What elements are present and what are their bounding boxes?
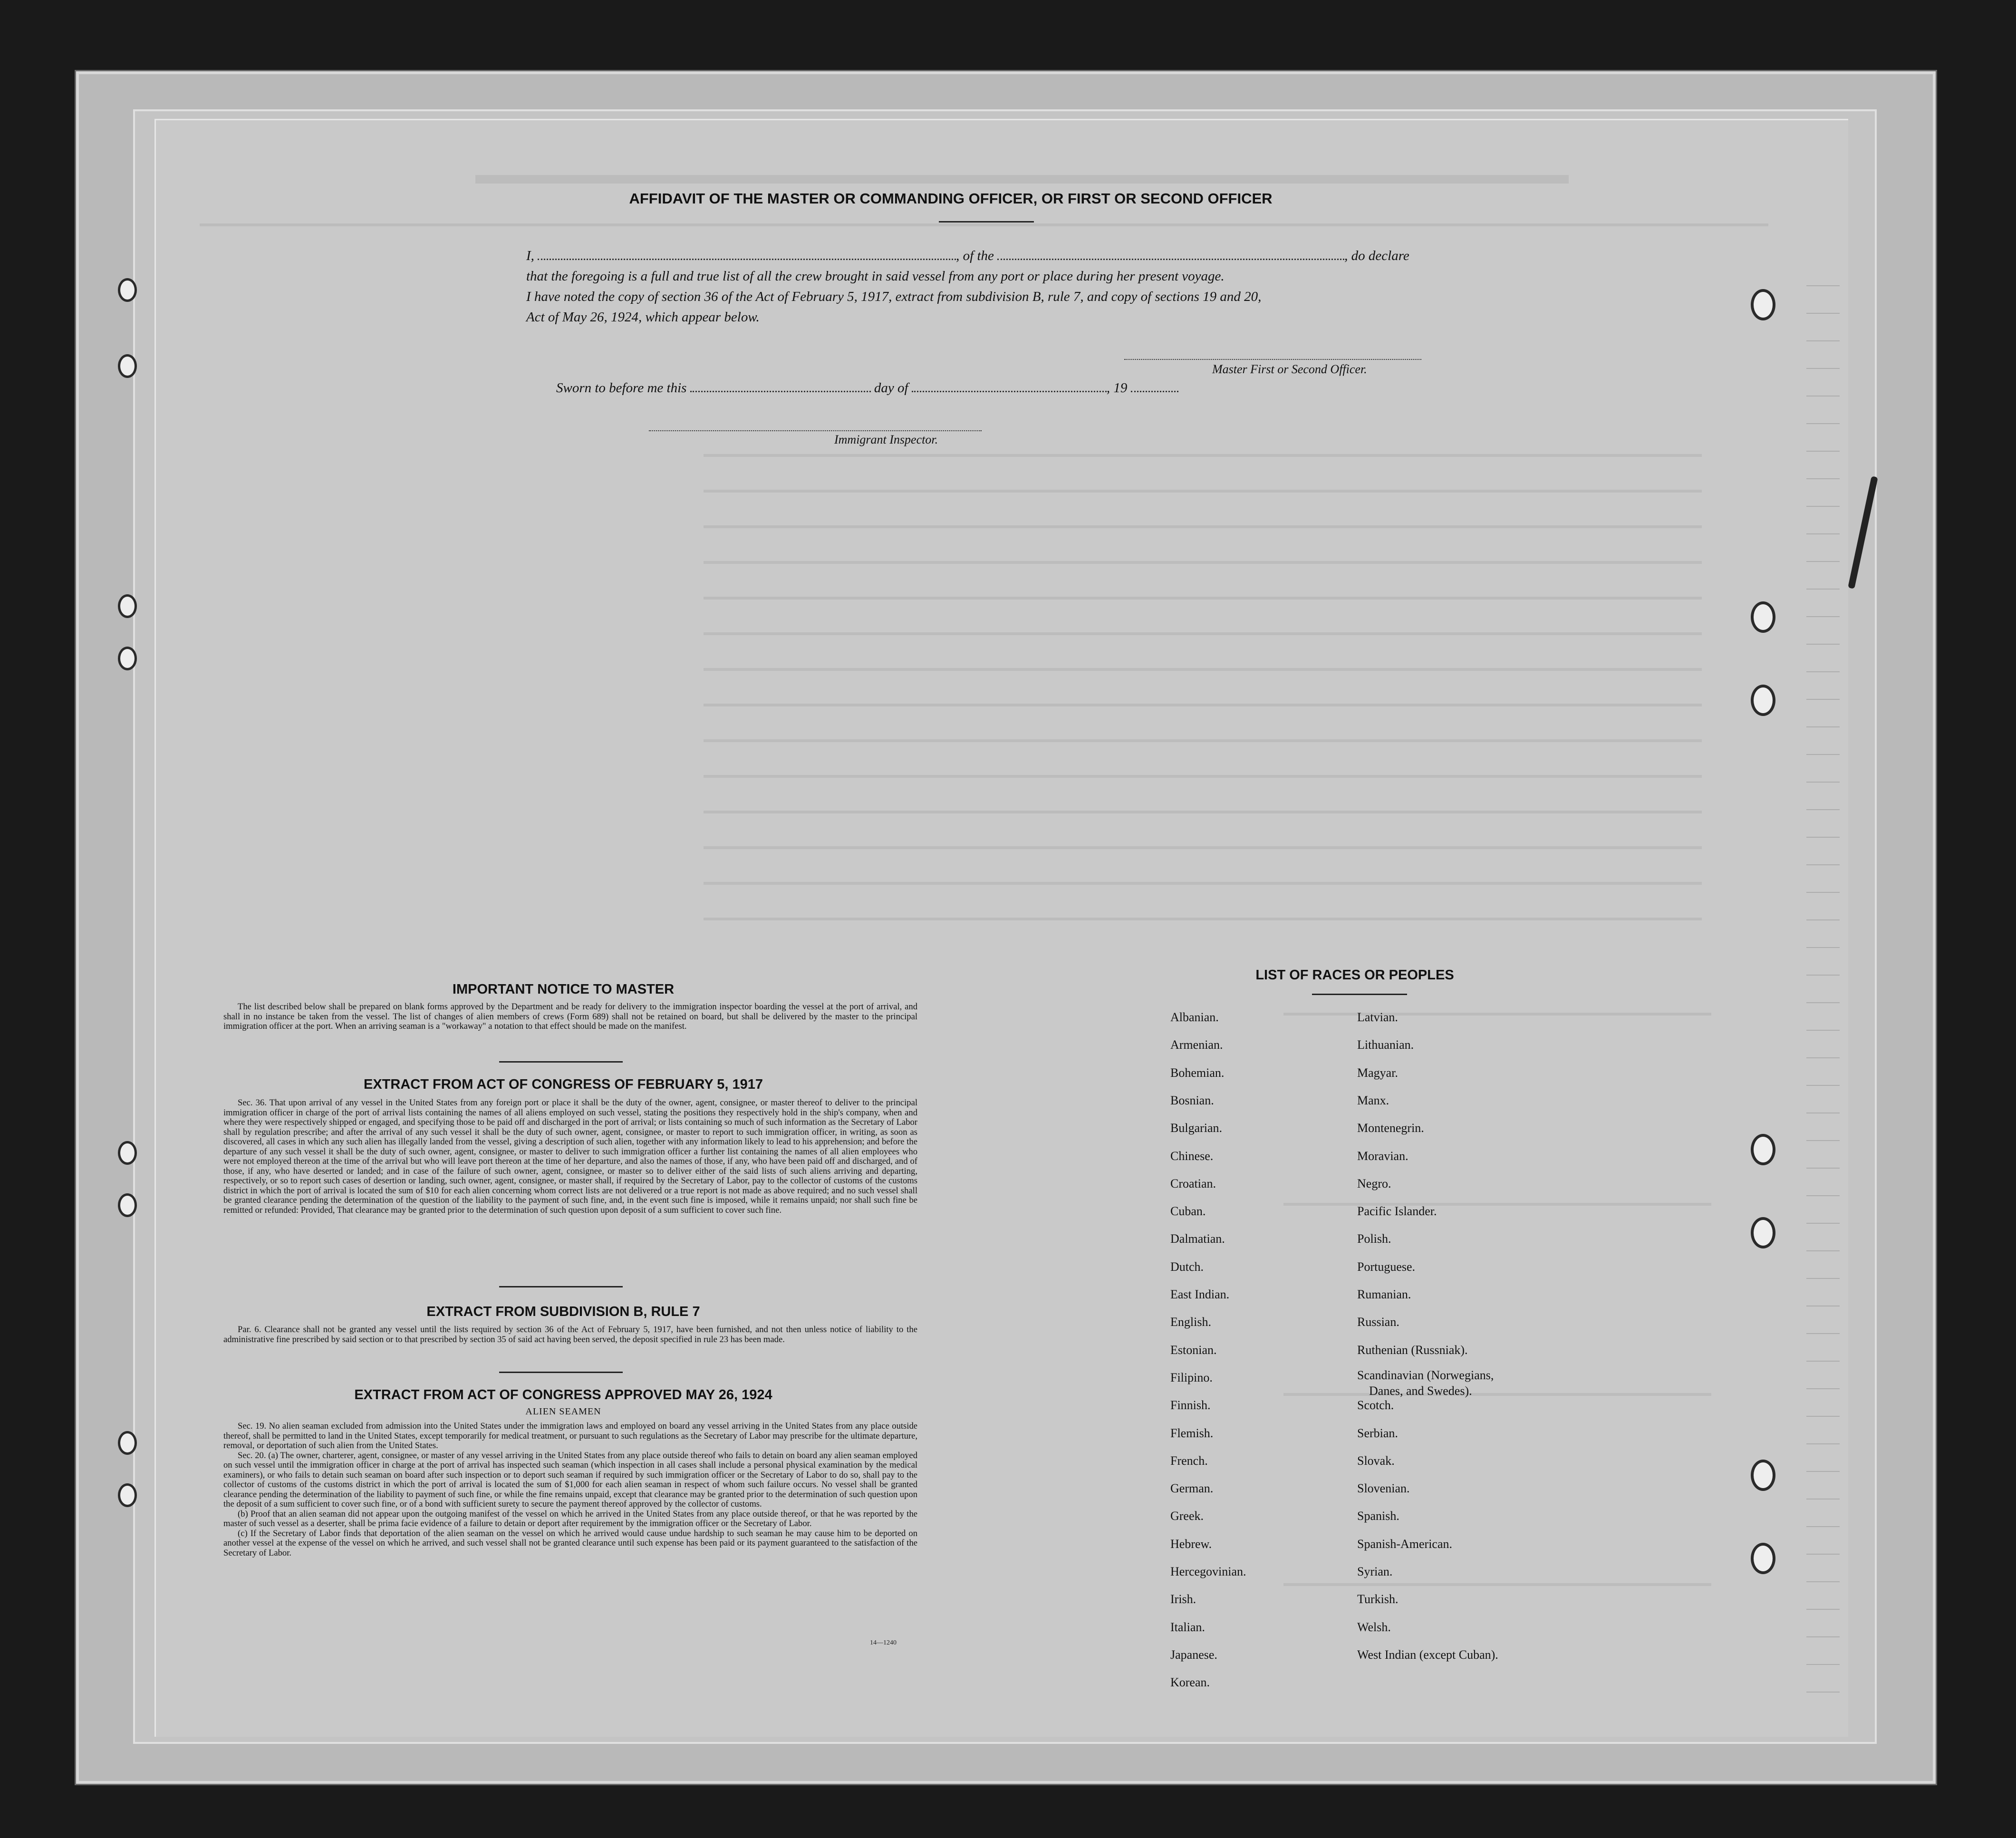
race-item: Scotch. xyxy=(1357,1398,1394,1412)
divider xyxy=(499,1061,623,1063)
divider xyxy=(499,1286,623,1287)
race-item: Chinese. xyxy=(1170,1149,1214,1163)
race-item: West Indian (except Cuban). xyxy=(1357,1647,1498,1662)
race-item: Danes, and Swedes). xyxy=(1369,1383,1472,1398)
race-item: Japanese. xyxy=(1170,1647,1217,1662)
sworn-day-blank[interactable] xyxy=(690,390,871,392)
race-item: East Indian. xyxy=(1170,1287,1230,1301)
sworn-label: Sworn to before me this xyxy=(556,380,687,396)
extract-rule7-text xyxy=(223,1325,917,1345)
race-item: Scandinavian (Norwegians, xyxy=(1357,1368,1494,1382)
affidavit-line-2: that the foregoing is a full and true list of all the crew brought in said vessel from any port or place during her present voyage. xyxy=(526,269,1225,284)
punch-hole xyxy=(1751,1217,1775,1248)
name-blank[interactable] xyxy=(538,258,956,260)
bleed-through-row xyxy=(704,846,1702,849)
affidavit-line-3: I have noted the copy of section 36 of the Act of February 5, 1917, extract from subdivision B, rule 7, and copy of sections 19 and 20, xyxy=(526,289,1262,304)
extract-rule7-title: EXTRACT FROM SUBDIVISION B, RULE 7 xyxy=(426,1304,700,1319)
race-item: Croatian. xyxy=(1170,1176,1216,1190)
punch-hole xyxy=(118,1141,137,1165)
race-item: Slovenian. xyxy=(1357,1481,1410,1496)
race-item: Irish. xyxy=(1170,1592,1196,1606)
day-of-label: day of xyxy=(874,380,908,396)
race-item: Welsh. xyxy=(1357,1620,1391,1634)
notice-paragraph: The list described below shall be prepared on blank forms approved by the Department and be ready for delivery to the immigration inspector boarding the vessel at the port of arrival, and shall in no instance be taken from the vessel. The list of changes of alien members of crews (Form 689) shall not be retained on board, but shall be delivered by the master to the principal immigration officer at the port. When an arriving seaman is a "workaway" a notation to that effect should be made on the manifest. xyxy=(223,1002,917,1031)
bleed-through-row xyxy=(704,525,1702,528)
bleed-through-row xyxy=(1283,1583,1711,1586)
punch-hole xyxy=(118,1483,137,1507)
affidavit-title: AFFIDAVIT OF THE MASTER OR COMMANDING OFFICER, OR FIRST OR SECOND OFFICER xyxy=(629,190,1273,207)
punch-hole xyxy=(1751,1460,1775,1491)
sworn-year-blank[interactable] xyxy=(1131,390,1178,392)
race-item: English. xyxy=(1170,1315,1211,1329)
race-item: Spanish-American. xyxy=(1357,1537,1453,1551)
race-item: Filipino. xyxy=(1170,1370,1213,1384)
extract-1924-title: EXTRACT FROM ACT OF CONGRESS APPROVED MAY 26, 1924 xyxy=(354,1387,772,1403)
race-item: Armenian. xyxy=(1170,1038,1223,1052)
race-item: Estonian. xyxy=(1170,1343,1217,1357)
race-item: Spanish. xyxy=(1357,1509,1399,1523)
race-item: Dutch. xyxy=(1170,1259,1204,1274)
divider xyxy=(939,221,1034,222)
divider xyxy=(499,1372,623,1373)
bleed-through-row xyxy=(704,775,1702,778)
par-6-paragraph: Par. 6. Clearance shall not be granted any vessel until the lists required by section 36 of the Act of February 5, 1917, have been furnished, and not then unless notice of liability to the administrative fine prescribed by said section or to that prescribed by section 35 of said act having been served, the deposit specified in rule 23 has been made. xyxy=(223,1325,917,1345)
sec-19-paragraph: Sec. 19. No alien seaman excluded from admission into the United States under the immigration laws and employed on board any vessel arriving in the United States from any place outside thereof, shall be permitted to land in the United States, except temporarily for medical treatment, or pursuant to such regulations as the Secretary of Labor may prescribe for the ultimate departure, removal, or deportation of such alien from the United States. xyxy=(223,1421,917,1451)
extract-1917-title: EXTRACT FROM ACT OF CONGRESS OF FEBRUARY 5, 1917 xyxy=(363,1077,763,1092)
race-item: Ruthenian (Russniak). xyxy=(1357,1343,1468,1357)
punch-hole xyxy=(1751,289,1775,320)
notice-text xyxy=(223,1002,917,1032)
race-item: Flemish. xyxy=(1170,1426,1214,1440)
race-item: Serbian. xyxy=(1357,1426,1398,1440)
bleed-through-row xyxy=(1283,1203,1711,1206)
race-item: Bohemian. xyxy=(1170,1065,1225,1080)
race-item: Latvian. xyxy=(1357,1010,1398,1024)
affidavit-of-label: , of the xyxy=(956,248,994,263)
race-item: Bulgarian. xyxy=(1170,1121,1223,1135)
alien-seamen-subtitle: ALIEN SEAMEN xyxy=(525,1406,601,1417)
punch-hole xyxy=(118,1431,137,1455)
affidavit-declare-label: , do declare xyxy=(1344,248,1409,263)
race-item: Finnish. xyxy=(1170,1398,1211,1412)
race-item: Russian. xyxy=(1357,1315,1399,1329)
bleed-through-heading xyxy=(475,175,1569,184)
race-item: Polish. xyxy=(1357,1232,1391,1246)
bleed-through-row xyxy=(704,811,1702,813)
sec-20c-paragraph: (c) If the Secretary of Labor finds that deportation of the alien seaman on the vessel on which he arrived would cause undue hardship to such seaman he may cause him to be deported on another vessel at the expense of the vessel on which he arrived, and such vessel shall not be granted clearance until such expense has been paid or its payment guaranteed to the satisfaction of the Secretary of Labor. xyxy=(223,1528,917,1558)
extract-1917-text xyxy=(223,1098,917,1215)
bleed-through-row xyxy=(704,632,1702,635)
punch-hole xyxy=(118,594,137,618)
bleed-through-row xyxy=(704,918,1702,920)
inspector-signature-label: Immigrant Inspector. xyxy=(834,433,938,446)
race-item: Korean. xyxy=(1170,1675,1210,1690)
bleed-through-line xyxy=(200,223,1768,226)
sworn-month-blank[interactable] xyxy=(912,390,1107,392)
punch-hole xyxy=(118,1193,137,1217)
race-item: Dalmatian. xyxy=(1170,1232,1225,1246)
bleed-through-row xyxy=(704,668,1702,671)
race-item: Manx. xyxy=(1357,1093,1389,1107)
race-item: Italian. xyxy=(1170,1620,1205,1634)
race-item: Portuguese. xyxy=(1357,1259,1416,1274)
bleed-through-row xyxy=(704,561,1702,564)
sworn-line xyxy=(556,380,1178,396)
inspector-signature-line[interactable] xyxy=(649,430,982,432)
extract-1924-text xyxy=(223,1422,917,1558)
race-item: Lithuanian. xyxy=(1357,1038,1414,1052)
notice-title: IMPORTANT NOTICE TO MASTER xyxy=(452,982,675,997)
punch-hole xyxy=(118,278,137,302)
race-item: Hebrew. xyxy=(1170,1537,1212,1551)
sec-20a-paragraph: Sec. 20. (a) The owner, charterer, agent, consignee, or master of any vessel arriving in the United States from any place outside thereof who fails to detain on board any alien seaman employed on such vessel until the immigration officer in charge at the port of arrival has inspected such seaman (which inspection in all cases shall include a personal physical examination by the medical examiners), or who fails to detain such seaman on board after such inspection or to deport such seaman if required by such immigration officer or the Secretary of Labor to do so, shall pay to the collector of customs of the customs district in which the port of arrival is located the sum of $1,000 for each alien seaman in respect of whom such failure occurs. No vessel shall be granted clearance pending the determination of the liability to payment of such fine, or while the fine remains unpaid, except that clearance may be granted prior to the determination of such question upon the deposit of a sum sufficient to cover such fine, or of a bond with sufficient surety to secure the payment thereof approved by the collector of customs. xyxy=(223,1450,917,1509)
race-item: Moravian. xyxy=(1357,1149,1408,1163)
bleed-through-row xyxy=(1283,1013,1711,1016)
bleed-through-row xyxy=(1283,1393,1711,1396)
race-item: Bosnian. xyxy=(1170,1093,1214,1107)
punch-hole xyxy=(118,354,137,378)
race-item: Slovak. xyxy=(1357,1453,1395,1468)
form-code: 14—1240 xyxy=(870,1639,897,1646)
bleed-through-row xyxy=(704,882,1702,885)
race-item: Magyar. xyxy=(1357,1065,1398,1080)
race-item: German. xyxy=(1170,1481,1214,1496)
ledger-grid-edge xyxy=(1806,285,1840,1712)
race-item: Albanian. xyxy=(1170,1010,1219,1024)
year-prefix: , 19 xyxy=(1106,380,1128,396)
bleed-through-row xyxy=(704,454,1702,457)
race-item: French. xyxy=(1170,1453,1208,1468)
race-item: Syrian. xyxy=(1357,1565,1393,1578)
punch-hole xyxy=(1751,1134,1775,1165)
vessel-blank[interactable] xyxy=(997,258,1344,260)
race-item: Pacific Islander. xyxy=(1357,1204,1437,1219)
bleed-through-row xyxy=(704,704,1702,706)
master-signature-line[interactable] xyxy=(1124,359,1421,361)
affidavit-line-1 xyxy=(526,248,1409,264)
bleed-through-row xyxy=(704,739,1702,742)
races-title: LIST OF RACES OR PEOPLES xyxy=(1255,967,1454,983)
master-signature-label: Master First or Second Officer. xyxy=(1212,362,1367,376)
bleed-through-row xyxy=(704,490,1702,493)
punch-hole xyxy=(1751,1543,1775,1574)
race-item: Greek. xyxy=(1170,1509,1204,1523)
race-item: Hercegovinian. xyxy=(1170,1565,1246,1578)
race-item: Montenegrin. xyxy=(1357,1121,1424,1135)
bleed-through-row xyxy=(704,597,1702,600)
punch-hole xyxy=(1751,685,1775,716)
sec-36-paragraph: Sec. 36. That upon arrival of any vessel in the United States from any foreign port or place it shall be the duty of the owner, agent, consignee, or master thereof to deliver to the principal immigration officer in charge of the port of arrival lists containing the names of all aliens employed on such vessel, stating the positions they respectively hold in the ship's company, when and where they were respectively shipped or engaged, and specifying those to be paid off and discharged in the port of arrival; or lists containing so much of such information as the Secretary of Labor shall by regulation prescribe; and after the arrival of any such vessel it shall be the duty of such owner, agent, consignee, or master to report to such immigration officer, in writing, as soon as discovered, all cases in which any such alien has illegally landed from the vessel, giving a description of such alien, together with any information likely to lead to his apprehension; and before the departure of any such vessel it shall be the duty of such owner, agent, consignee, or master to deliver to such immigration officer a further list containing the names of all alien employees who were not employed thereon at the time of the arrival but who will leave port thereon at the time of her departure, and also the names of those, if any, who have been paid off and discharged, and of those, if any, who have deserted or landed; and in case of the failure of such owner, agent, consignee, or master so to deliver either of the said lists of such aliens arriving and departing, respectively, or so to report such cases of desertion or landing, such owner, agent, consignee, or master shall, if required by the Secretary of Labor, pay to the collector of customs of the customs district in which the port of arrival is located the sum of $10 for each alien concerning whom correct lists are not delivered or a true report is not made as above required; and no such vessel shall be granted clearance pending the determination of the question of the liability to the payment of such fine, and, in the event such fine is imposed, while it remains unpaid; nor shall such fine be remitted or refunded: Provided, That clearance may be granted prior to the determination of such question upon deposit of a sum sufficient to cover such fine. xyxy=(223,1098,917,1215)
sec-20b-paragraph: (b) Proof that an alien seaman did not appear upon the outgoing manifest of the vessel on which he arrived in the United States from any place outside thereof, or that he was reported by the master of such vessel as a deserter, shall be prima facie evidence of a failure to detain or deport after requirement by the immigration officer or the Secretary of Labor. xyxy=(223,1509,917,1528)
punch-hole xyxy=(118,647,137,670)
divider xyxy=(1312,994,1407,995)
race-item: Turkish. xyxy=(1357,1592,1399,1606)
race-item: Cuban. xyxy=(1170,1204,1206,1219)
affidavit-i-label: I, xyxy=(526,248,534,263)
race-item: Negro. xyxy=(1357,1176,1391,1190)
affidavit-line-4: Act of May 26, 1924, which appear below. xyxy=(526,310,760,325)
punch-hole xyxy=(1751,601,1775,633)
race-item: Rumanian. xyxy=(1357,1287,1411,1301)
